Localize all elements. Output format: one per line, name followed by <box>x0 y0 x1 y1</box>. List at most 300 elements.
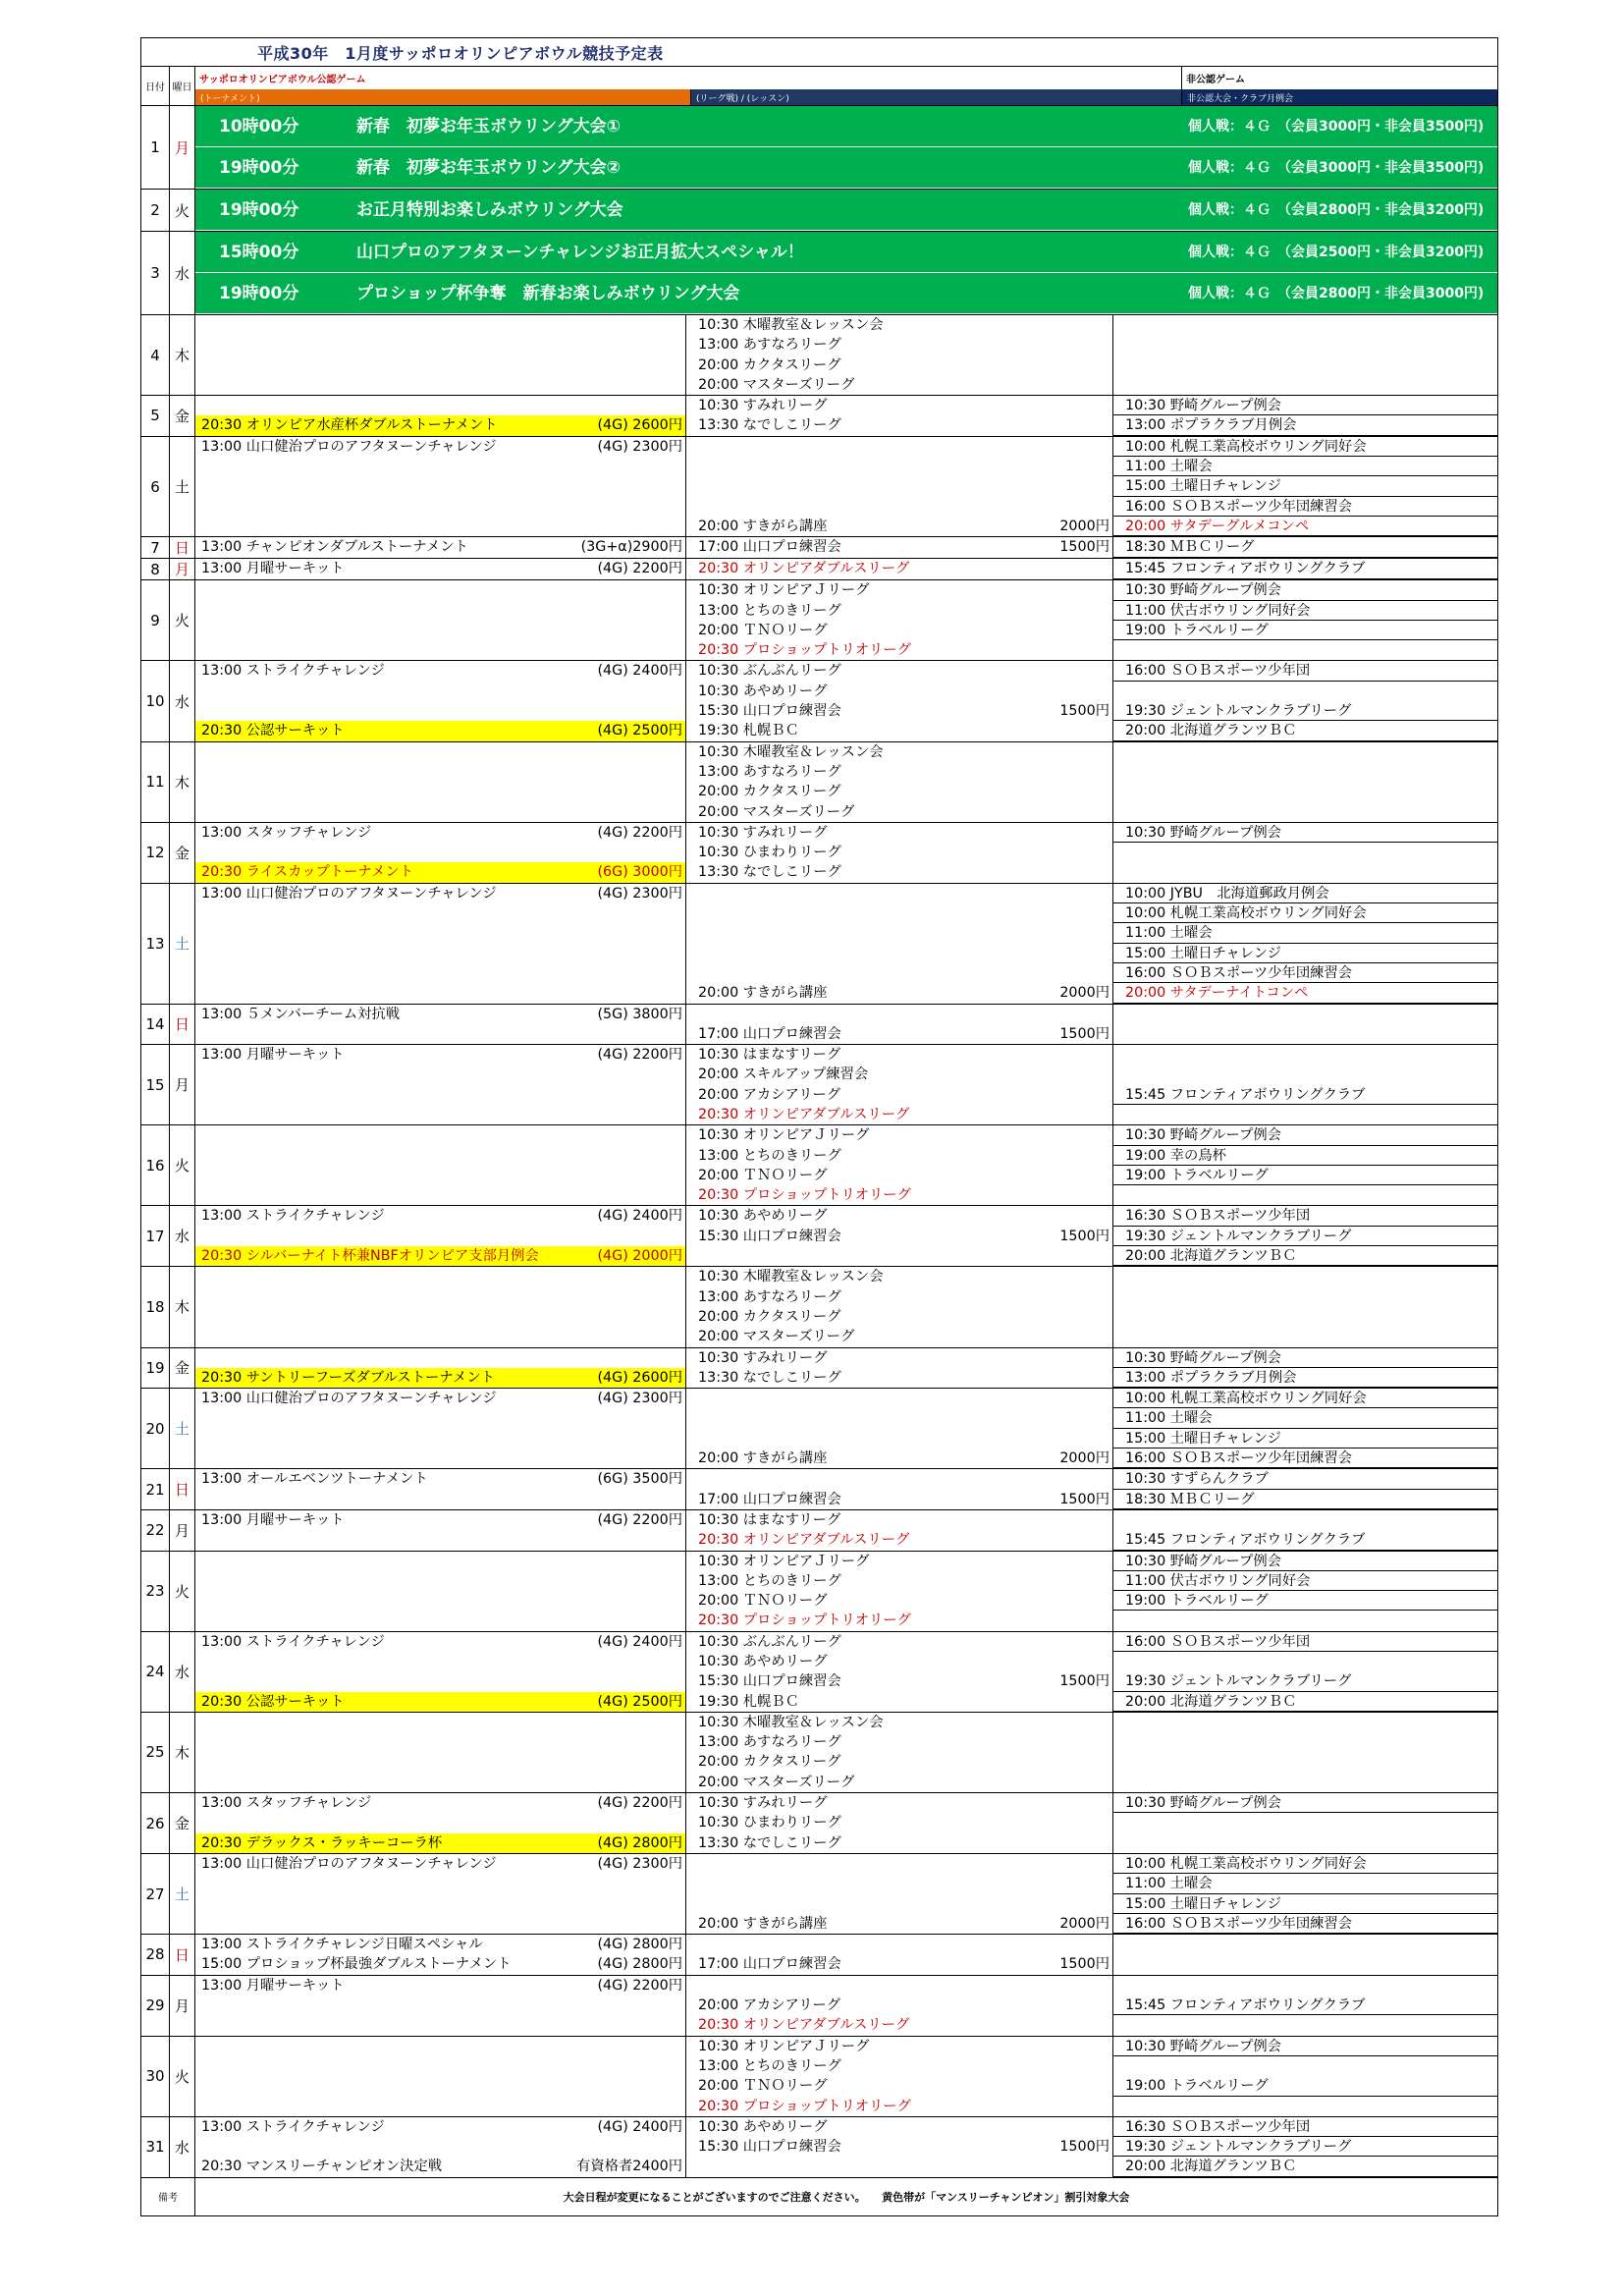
event-name: 20:00 北海道グランツＢＣ <box>1125 1693 1297 1710</box>
special-day-row <box>141 232 1497 315</box>
day-number: 27 <box>141 1854 170 1934</box>
event-name <box>1125 1185 1497 1205</box>
event-price <box>569 1914 685 1934</box>
event-name: 13:00 あすなろリーグ <box>698 763 841 780</box>
event-price <box>1021 1552 1112 1571</box>
day-events <box>195 1389 1497 1468</box>
league-cell <box>686 1652 1113 1671</box>
club-cell <box>1113 1005 1497 1024</box>
event-price <box>1021 457 1112 476</box>
event-name <box>698 1408 1021 1428</box>
schedule-line <box>195 1510 1497 1530</box>
day-row <box>141 1552 1497 1632</box>
tournament-cell <box>195 903 686 923</box>
event-name: 13:00 あすなろリーグ <box>698 337 841 354</box>
event-price <box>569 315 685 335</box>
event-name: 20:30 プロショップトリオリーグ <box>698 2098 911 2114</box>
event-name: 19:00 トラベルリーグ <box>1125 2078 1269 2095</box>
schedule-line <box>195 1632 1497 1652</box>
event-name: 13:00 オールエベンツトーナメント <box>201 1471 428 1488</box>
tournament-cell <box>195 355 686 375</box>
event-name <box>201 335 569 355</box>
event-price: (4G) 2200円 <box>597 824 682 841</box>
weekday: 金 <box>170 823 195 883</box>
weekday: 月 <box>170 1976 195 2036</box>
tournament-cell <box>195 437 686 457</box>
event-name: 15:30 山口プロ練習会 <box>698 1673 841 1690</box>
event-price <box>1021 1368 1112 1388</box>
event-name: 20:30 シルバーナイト杯兼NBFオリンピア支部月例会 <box>201 1248 539 1265</box>
schedule-line <box>195 1793 1497 1813</box>
league-cell <box>686 1854 1113 1874</box>
club-cell <box>1113 476 1497 496</box>
club-cell <box>1113 437 1497 457</box>
club-cell <box>1113 640 1497 660</box>
event-name: 10:30 野崎グループ例会 <box>1125 1795 1281 1812</box>
tournament-cell <box>195 1671 686 1691</box>
event-price <box>1021 862 1112 882</box>
event-name: 20:30 プロショップトリオリーグ <box>698 642 911 659</box>
event-price: 個人戦：４Ｇ （会員2800円・非会員3000円) <box>1188 286 1485 301</box>
event-price <box>1021 682 1112 701</box>
tournament-cell <box>195 1085 686 1105</box>
event-price <box>569 1408 685 1428</box>
tournament-cell <box>195 1854 686 1874</box>
day-number: 28 <box>141 1935 170 1975</box>
tournament-cell <box>195 2137 686 2157</box>
event-name: 19:30 札幌ＢＣ <box>698 723 799 739</box>
day-number: 20 <box>141 1389 170 1468</box>
day-row <box>141 315 1497 396</box>
event-name <box>201 1146 569 1166</box>
event-price: 1500円 <box>1059 1956 1109 1973</box>
event-price: (4G) 2300円 <box>597 885 682 902</box>
event-name <box>201 963 569 983</box>
schedule-line <box>195 1894 1497 1914</box>
schedule-line <box>195 1105 1497 1124</box>
club-label: 非公認大会・クラブ月例会 <box>1182 89 1497 105</box>
event-price <box>569 1671 685 1691</box>
day-events <box>195 315 1497 395</box>
day-events <box>195 1552 1497 1631</box>
event-price: 1500円 <box>1059 1491 1109 1507</box>
tournament-cell <box>195 1105 686 1124</box>
event-price <box>569 762 685 782</box>
event-price: (5G) 3800円 <box>597 1006 682 1022</box>
club-cell <box>1113 1246 1497 1266</box>
tournament-cell <box>195 1914 686 1934</box>
event-name <box>1125 1287 1497 1307</box>
event-price <box>1021 437 1112 457</box>
day-number: 14 <box>141 1005 170 1045</box>
event-price <box>1021 2157 1112 2176</box>
event-name <box>201 621 569 640</box>
event-price: (4G) 2400円 <box>597 663 682 680</box>
event-name <box>201 1874 569 1893</box>
event-name <box>698 457 1021 476</box>
special-event-line <box>195 106 1497 147</box>
event-price <box>569 1752 685 1772</box>
club-cell <box>1113 884 1497 903</box>
event-name: 11:00 土曜会 <box>1125 459 1213 475</box>
daily-schedule <box>141 315 1497 2178</box>
club-cell <box>1113 862 1497 882</box>
event-name: 10:30 あやめリーグ <box>698 1208 828 1225</box>
league-cell <box>686 1632 1113 1652</box>
club-cell <box>1113 1105 1497 1124</box>
event-name: 20:30 マンスリーチャンピオン決定戦 <box>201 2159 443 2175</box>
schedule-line <box>195 1327 1497 1346</box>
event-price <box>1021 1408 1112 1428</box>
event-name <box>1125 742 1497 762</box>
event-name: プロショップ杯争奪 新春お楽しみボウリング大会 <box>356 284 740 303</box>
event-name: 10:00 JYBU 北海道郵政月例会 <box>1125 885 1329 902</box>
event-price <box>569 903 685 923</box>
event-name <box>201 1287 569 1307</box>
tournament-cell <box>195 701 686 721</box>
event-name: 13:00 ストライクチャレンジ <box>201 663 385 680</box>
league-cell <box>686 1530 1113 1550</box>
tournament-cell <box>195 497 686 517</box>
club-cell <box>1113 923 1497 943</box>
schedule-line <box>195 1935 1497 1954</box>
event-price <box>1021 1793 1112 1813</box>
event-name: 16:30 ＳＯＢスポーツ少年団 <box>1125 2118 1311 2135</box>
tournament-cell <box>195 823 686 843</box>
event-name <box>1125 762 1497 782</box>
event-price: 1500円 <box>1059 2139 1109 2156</box>
event-name <box>201 944 569 963</box>
league-cell <box>686 782 1113 801</box>
event-price: 1500円 <box>1059 703 1109 720</box>
event-price: (4G) 2500円 <box>597 723 682 739</box>
schedule-line <box>195 396 1497 415</box>
event-name: 20:00 サタデーナイトコンペ <box>1125 985 1309 1002</box>
league-cell <box>686 1935 1113 1954</box>
schedule-line <box>195 682 1497 701</box>
event-name: 11:00 土曜会 <box>1125 1410 1213 1427</box>
league-cell <box>686 944 1113 963</box>
event-price <box>1021 476 1112 496</box>
event-price <box>569 457 685 476</box>
remarks-text: 大会日程が変更になることがございますのでご注意ください。 黄色帯が「マンスリーチャンピオン」割引対象大会 <box>563 2190 1130 2204</box>
tournament-cell <box>195 1652 686 1671</box>
event-price <box>569 335 685 355</box>
event-price <box>1021 497 1112 517</box>
tournament-cell <box>195 1065 686 1084</box>
event-price <box>1021 1287 1112 1307</box>
league-cell <box>686 1045 1113 1065</box>
league-cell <box>686 1206 1113 1226</box>
tournament-cell <box>195 559 686 578</box>
event-price <box>569 1732 685 1752</box>
tournament-cell <box>195 1246 686 1266</box>
event-price <box>1021 823 1112 843</box>
event-price <box>569 1894 685 1914</box>
club-cell <box>1113 1469 1497 1489</box>
tournament-cell <box>195 1125 686 1145</box>
schedule-line <box>195 1307 1497 1327</box>
event-name: 13:00 山口健治プロのアフタヌーンチャレンジ <box>201 438 497 455</box>
event-price <box>1021 1854 1112 1874</box>
event-name: 15:00 土曜日チャレンジ <box>1125 945 1281 961</box>
event-price <box>1021 1469 1112 1489</box>
event-name: 20:30 プロショップトリオリーグ <box>698 1187 911 1204</box>
event-price <box>1021 903 1112 923</box>
league-cell <box>686 1105 1113 1124</box>
weekday: 火 <box>170 190 195 231</box>
tournament-cell <box>195 1732 686 1752</box>
league-cell <box>686 497 1113 517</box>
event-name: 13:30 なでしこリーグ <box>698 1834 841 1851</box>
tournament-cell <box>195 1429 686 1449</box>
event-price <box>569 1065 685 1084</box>
day-events <box>195 1510 1497 1551</box>
league-cell <box>686 963 1113 983</box>
event-name: 20:00 サタデーグルメコンペ <box>1125 518 1310 534</box>
day-events <box>195 2117 1497 2177</box>
day-row <box>141 884 1497 1005</box>
event-name: 20:00 マスターズリーグ <box>698 1329 855 1345</box>
weekday: 木 <box>170 1267 195 1346</box>
event-name <box>201 923 569 943</box>
event-price <box>569 1185 685 1205</box>
schedule-line <box>195 1246 1497 1266</box>
league-cell <box>686 802 1113 822</box>
event-price: (4G) 2300円 <box>597 1391 682 1407</box>
schedule-line <box>195 537 1497 557</box>
club-cell <box>1113 1327 1497 1346</box>
tournament-cell <box>195 2076 686 2096</box>
event-price: (4G) 2200円 <box>597 561 682 577</box>
day-row <box>141 1713 1497 1793</box>
event-name: 13:00 ストライクチャレンジ <box>201 1633 385 1650</box>
event-name: 20:00 すきがら講座 <box>698 985 828 1002</box>
event-price: 個人戦：４Ｇ （会員3000円・非会員3500円) <box>1188 119 1485 135</box>
event-name: 10:30 木曜教室＆レッスン会 <box>698 317 884 333</box>
day-events <box>195 661 1497 740</box>
event-price: (4G) 2200円 <box>597 1977 682 1994</box>
event-name: 15:45 フロンティアボウリングクラブ <box>1125 561 1366 577</box>
weekday: 火 <box>170 580 195 660</box>
tournament-cell <box>195 1995 686 2015</box>
club-cell <box>1113 1954 1497 1974</box>
club-cell <box>1113 1389 1497 1408</box>
club-cell <box>1113 580 1497 600</box>
event-name <box>1125 2097 1497 2116</box>
event-name <box>201 1327 569 1346</box>
event-price <box>569 1105 685 1124</box>
event-price: (4G) 2800円 <box>597 1956 682 1973</box>
event-price: 個人戦：４Ｇ （会員2500円・非会員3200円) <box>1188 245 1485 260</box>
schedule-line <box>195 661 1497 681</box>
tournament-cell <box>195 1552 686 1571</box>
tournament-cell <box>195 1954 686 1974</box>
event-price <box>569 2037 685 2056</box>
event-name: 19:30 ジェントルマンクラブリーグ <box>1125 2139 1352 2156</box>
event-name: 19:30 ジェントルマンクラブリーグ <box>1125 1228 1352 1244</box>
schedule-line <box>195 963 1497 983</box>
event-name <box>1125 1752 1497 1772</box>
special-event-line <box>195 190 1497 231</box>
schedule-line <box>195 355 1497 375</box>
league-cell <box>686 742 1113 762</box>
event-name: 10:30 ひまわりリーグ <box>698 845 841 861</box>
day-number: 19 <box>141 1348 170 1389</box>
event-name <box>1125 1307 1497 1327</box>
club-cell <box>1113 517 1497 536</box>
event-price <box>569 782 685 801</box>
schedule-line <box>195 884 1497 903</box>
schedule-line <box>195 415 1497 435</box>
tournament-cell <box>195 1307 686 1327</box>
event-name <box>201 2097 569 2116</box>
event-name <box>1125 843 1497 862</box>
event-name <box>201 640 569 660</box>
event-name: 11:00 土曜会 <box>1125 925 1213 942</box>
league-cell <box>686 315 1113 335</box>
club-cell <box>1113 415 1497 435</box>
event-name: 19:00 幸の鳥杯 <box>1125 1147 1226 1164</box>
league-cell <box>686 2117 1113 2137</box>
event-name: 17:00 山口プロ練習会 <box>698 1956 841 1973</box>
event-name: 10:30 野崎グループ例会 <box>1125 824 1281 841</box>
tournament-cell <box>195 923 686 943</box>
tournament-cell <box>195 843 686 862</box>
club-cell <box>1113 1490 1497 1509</box>
event-name: 10:30 野崎グループ例会 <box>1125 1349 1281 1366</box>
event-name: 20:30 公認サーキット <box>201 723 345 739</box>
day-number: 1 <box>141 106 170 189</box>
league-cell <box>686 2037 1113 2056</box>
event-name: 10:30 あやめリーグ <box>698 683 828 699</box>
event-price <box>1021 1307 1112 1327</box>
event-name <box>201 315 569 335</box>
schedule-line <box>195 1287 1497 1307</box>
schedule-line <box>195 2056 1497 2076</box>
league-cell <box>686 1065 1113 1084</box>
schedule-line <box>195 375 1497 395</box>
event-name <box>201 1530 569 1550</box>
club-cell <box>1113 621 1497 640</box>
league-cell <box>686 559 1113 578</box>
event-name <box>201 497 569 517</box>
schedule-line <box>195 1267 1497 1286</box>
event-name <box>201 1671 569 1691</box>
event-name: 10:00 札幌工業高校ボウリング同好会 <box>1125 905 1367 922</box>
event-name: 10:30 野崎グループ例会 <box>1125 2038 1281 2054</box>
weekday: 水 <box>170 661 195 740</box>
event-name: 17:00 山口プロ練習会 <box>698 1491 841 1507</box>
event-price <box>1021 621 1112 640</box>
event-name: 16:30 ＳＯＢスポーツ少年団 <box>1125 1208 1311 1225</box>
weekday: 日 <box>170 1469 195 1509</box>
schedule-line <box>195 1005 1497 1024</box>
event-price <box>1021 1085 1112 1105</box>
day-number: 12 <box>141 823 170 883</box>
club-cell <box>1113 315 1497 335</box>
schedule-line <box>195 1692 1497 1712</box>
event-name: 20:00 北海道グランツＢＣ <box>1125 723 1297 739</box>
schedule-line <box>195 823 1497 843</box>
event-name <box>1125 315 1497 335</box>
event-name: 20:00 マスターズリーグ <box>698 376 855 393</box>
day-row <box>141 742 1497 823</box>
league-cell <box>686 1914 1113 1934</box>
event-name <box>1125 862 1497 882</box>
day-row <box>141 823 1497 884</box>
event-name <box>201 1652 569 1671</box>
event-name <box>1125 1024 1497 1044</box>
event-price <box>569 1287 685 1307</box>
event-name: 20:00 マスターズリーグ <box>698 803 855 820</box>
event-name <box>201 1591 569 1611</box>
event-name: 10:30 すみれリーグ <box>698 1795 828 1812</box>
event-price <box>569 1652 685 1671</box>
day-events <box>195 1348 1497 1389</box>
event-price <box>1021 1327 1112 1346</box>
club-cell <box>1113 2137 1497 2157</box>
event-price <box>569 476 685 496</box>
day-row <box>141 1005 1497 1046</box>
event-name: 20:00 ＴＮＯリーグ <box>698 1593 828 1610</box>
event-name <box>698 1874 1021 1893</box>
event-name <box>1125 1327 1497 1346</box>
league-cell <box>686 1611 1113 1630</box>
schedule-line <box>195 782 1497 801</box>
event-name: 10:30 すみれリーグ <box>698 398 828 414</box>
day-number: 13 <box>141 884 170 1004</box>
event-name <box>201 782 569 801</box>
event-name: 20:00 ＴＮＯリーグ <box>698 622 828 638</box>
schedule-line <box>195 1671 1497 1691</box>
league-cell <box>686 640 1113 660</box>
club-cell <box>1113 559 1497 578</box>
event-price <box>1021 2015 1112 2035</box>
schedule-line <box>195 1185 1497 1205</box>
schedule-line <box>195 315 1497 335</box>
schedule-line <box>195 1976 1497 1995</box>
event-name <box>201 355 569 375</box>
league-cell <box>686 621 1113 640</box>
day-events <box>195 1045 1497 1124</box>
league-cell <box>686 1793 1113 1813</box>
day-row <box>141 1793 1497 1854</box>
event-name <box>201 701 569 721</box>
event-name <box>698 884 1021 903</box>
tournament-cell <box>195 2037 686 2056</box>
event-name: 10:30 野崎グループ例会 <box>1125 582 1281 599</box>
event-name <box>201 742 569 762</box>
tournament-cell <box>195 1327 686 1346</box>
schedule-line <box>195 1571 1497 1591</box>
schedule-line <box>195 1125 1497 1145</box>
event-name: 11:00 伏古ボウリング同好会 <box>1125 602 1311 619</box>
day-number: 10 <box>141 661 170 740</box>
tournament-cell <box>195 1773 686 1792</box>
event-price <box>569 1773 685 1792</box>
day-number: 16 <box>141 1125 170 1205</box>
club-cell <box>1113 682 1497 701</box>
event-name <box>201 1894 569 1914</box>
league-cell <box>686 1389 1113 1408</box>
event-price <box>569 1813 685 1832</box>
tournament-cell <box>195 1408 686 1428</box>
tournament-cell <box>195 1348 686 1368</box>
club-cell <box>1113 1732 1497 1752</box>
event-price: 有資格者2400円 <box>576 2159 682 2175</box>
schedule-line <box>195 1469 1497 1489</box>
